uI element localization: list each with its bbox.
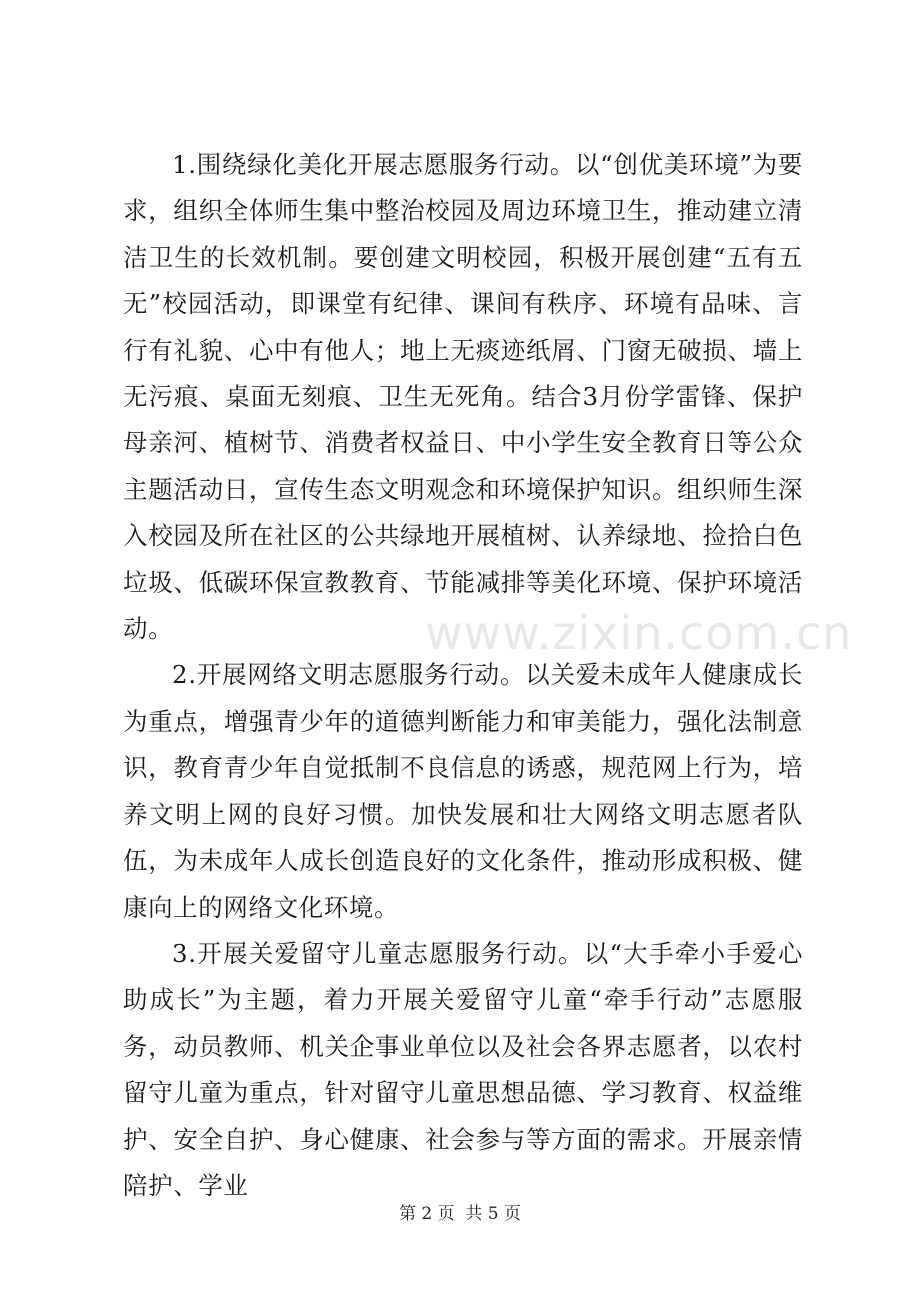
watermark: www.zixin.com.cn — [425, 606, 853, 660]
paragraph-1: 1.围绕绿化美化开展志愿服务行动。以“创优美环境”为要求，组织全体师生集中整治校园及周边环境卫生，推动建立清洁卫生的长效机制。要创建文明校园，积极开展创建“五有五无”校园活动，即课堂有纪律、课间有秩序、环境有品味、言行有礼貌、心中有他人；地上无痰迹纸屑、门窗无破损、墙上无污痕、桌面无刻痕、卫生无死角。结合3月份学雷锋、保护母亲河、植树节、消费者权益日、中小学生安全教育日等公众主题活动日，宣传生态文明观念和环境保护知识。组织师生深入校园及所在社区的公共绿地开展植树、认养绿地、捡拾白色垃圾、低碳环保宣教教育、节能减排等美化环境、保护环境活动。 — [123, 150, 803, 644]
page-number-footer: 第 2 页 共 5 页 — [398, 1204, 522, 1224]
paragraph-3: 3.开展关爱留守儿童志愿服务行动。以“大手牵小手爱心助成长”为主题，着力开展关爱留守儿童“牵手行动”志愿服务，动员教师、机关企事业单位以及社会各界志愿者，以农村留守儿童为重点，针对留守儿童思想品德、学习教育、权益维护、安全自护、身心健康、社会参与等方面的需求。开展亲情陪护、学业 — [123, 938, 803, 1200]
paragraph-2: 2.开展网络文明志愿服务行动。以关爱未成年人健康成长为重点，增强青少年的道德判断能力和审美能力，强化法制意识，教育青少年自觉抵制不良信息的诱惑，规范网上行为，培养文明上网的良好习惯。加快发展和壮大网络文明志愿者队伍，为未成年人成长创造良好的文化条件，推动形成积极、健康向上的网络文化环境。 — [123, 660, 803, 922]
document-body — [123, 142, 803, 1209]
